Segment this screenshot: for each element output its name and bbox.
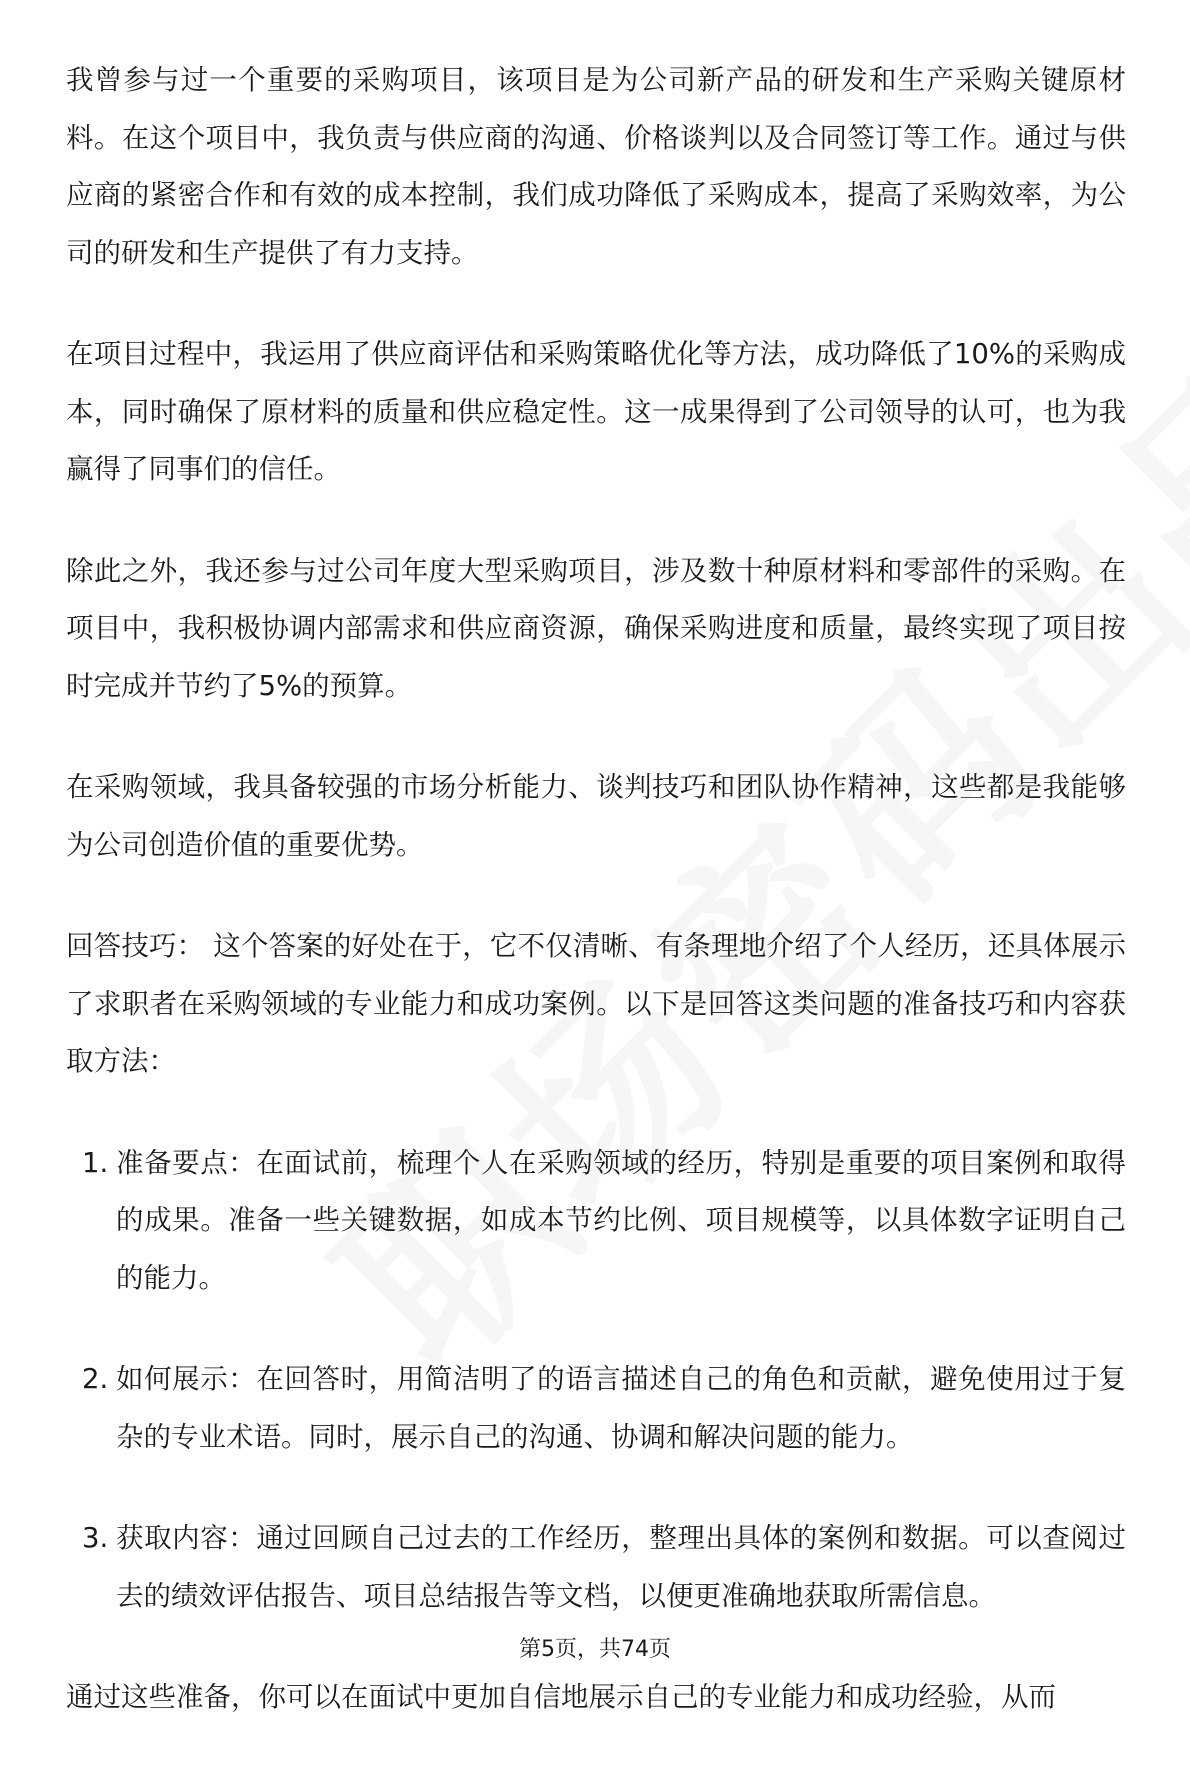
list-item (66, 1510, 1126, 1625)
paragraph-project-process: 在项目过程中，我运用了供应商评估和采购策略优化等方法，成功降低了10%的采购成本，同时确保了原材料的质量和供应稳定性。这一成果得到了公司领导的认可，也为我赢得了同事们的信任。 (66, 338, 1126, 485)
list-item-number: 2. (82, 1363, 109, 1395)
list-item-number: 1. (82, 1146, 109, 1179)
paragraph-closing: 通过这些准备，你可以在面试中更加自信地展示自己的专业能力和成功经验，从而 (66, 1681, 1056, 1713)
paragraph-strengths: 在采购领域，我具备较强的市场分析能力、谈判技巧和团队协作精神，这些都是我能够为公司创造价值的重要优势。 (66, 771, 1126, 861)
list-item (66, 1135, 1126, 1308)
page-number-footer: 第5页，共74页 (519, 1637, 671, 1662)
document-body (66, 52, 1126, 1771)
list-item-text: 获取内容：通过回顾自己过去的工作经历，整理出具体的案例和数据。可以查阅过去的绩效评估报告、项目总结报告等文档，以便更准确地获取所需信息。 (116, 1522, 1126, 1612)
tips-list (66, 1135, 1126, 1626)
list-item (66, 1351, 1126, 1466)
list-item-text: 准备要点：在面试前，梳理个人在采购领域的经历，特别是重要的项目案例和取得的成果。准备一些关键数据，如成本节约比例、项目规模等，以具体数字证明自己的能力。 (116, 1146, 1126, 1294)
paragraph-project-intro: 我曾参与过一个重要的采购项目，该项目是为公司新产品的研发和生产采购关键原材料。在这个项目中，我负责与供应商的沟通、价格谈判以及合同签订等工作。通过与供应商的紧密合作和有效的成本控制，我们成功降低了采购成本，提高了采购效率，为公司的研发和生产提供了有力支持。 (66, 64, 1126, 269)
list-item-text: 如何展示：在回答时，用简洁明了的语言描述自己的角色和贡献，避免使用过于复杂的专业术语。同时，展示自己的沟通、协调和解决问题的能力。 (116, 1363, 1126, 1453)
paragraph-annual-project: 除此之外，我还参与过公司年度大型采购项目，涉及数十种原材料和零部件的采购。在项目中，我积极协调内部需求和供应商资源，确保采购进度和质量，最终实现了项目按时完成并节约了5%的预算。 (66, 554, 1126, 702)
list-item-number: 3. (82, 1522, 109, 1554)
paragraph-answer-tips: 回答技巧： 这个答案的好处在于，它不仅清晰、有条理地介绍了个人经历，还具体展示了求职者在采购领域的专业能力和成功案例。以下是回答这类问题的准备技巧和内容获取方法： (66, 930, 1126, 1077)
